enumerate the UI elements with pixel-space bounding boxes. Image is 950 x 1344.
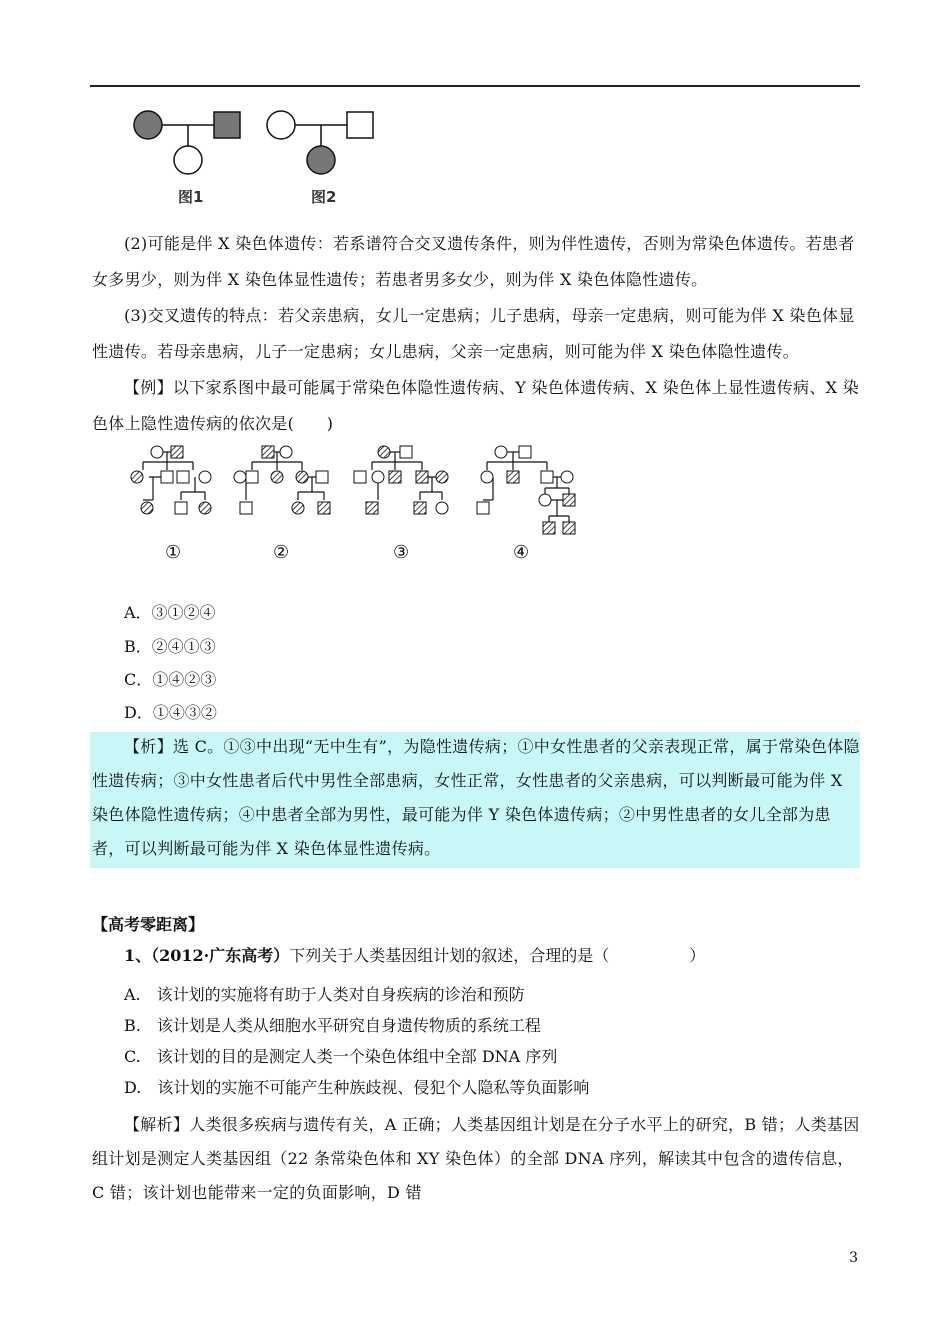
pedigree-2 xyxy=(232,440,342,520)
pedigree-figure-1 xyxy=(130,108,250,183)
daughter-affected xyxy=(307,146,335,174)
q1-option-b: B. 该计划是人类从细胞水平研究自身遗传物质的系统工程 xyxy=(124,1016,541,1035)
q1-explanation xyxy=(92,1108,860,1210)
question-source: （2012·广东高考） xyxy=(151,946,290,965)
daughter-normal xyxy=(174,146,202,174)
pedigree-label-2: ② xyxy=(273,542,290,563)
father-affected xyxy=(214,112,240,138)
q1-option-d: D. 该计划的实施不可能产生种族歧视、侵犯个人隐私等负面影响 xyxy=(124,1078,590,1097)
pedigree-figure-2 xyxy=(265,108,385,183)
option-d: D．①④③② xyxy=(124,703,217,722)
mother-affected xyxy=(134,111,162,139)
page-number: 3 xyxy=(849,1250,858,1266)
paragraph-2: (2)可能是伴 X 染色体遗传：若系谱符合交叉遗传条件，则为伴性遗传，否则为常染色体遗传。若患者女多男少，则为伴 X 染色体显性遗传；若患者男多女少，则为伴 X 染色体隐性遗传。 xyxy=(92,234,855,289)
caption-figure-2: 图2 xyxy=(311,188,337,206)
question-text: 下列关于人类基因组计划的叙述，合理的是（ ） xyxy=(289,946,706,965)
pedigree-label-4: ④ xyxy=(513,542,530,563)
paragraph-3: (3)交叉遗传的特点：若父亲患病，女儿一定患病；儿子患病，母亲一定患病，则可能为伴 X 染色体显性遗传。若母亲患病，儿子一定患病；女儿患病，父亲一定患病，则可能为伴 X 染色体隐性遗传。 xyxy=(92,306,855,361)
question-1-stem xyxy=(124,944,705,968)
question-number: 1、 xyxy=(124,946,152,965)
option-b: B．②④①③ xyxy=(124,637,216,656)
q1-option-c: C. 该计划的目的是测定人类一个染色体组中全部 DNA 序列 xyxy=(124,1047,558,1066)
option-a: A．③①②④ xyxy=(124,603,216,622)
father-normal xyxy=(347,112,373,138)
analysis-text: 【析】选 C。①③中出现“无中生有”，为隐性遗传病；①中女性患者的父亲表现正常，属于常染色体隐性遗传病；③中女性患者后代中男性全部患病，女性正常，女性患者的父亲患病，可以判断最可能为伴 X 染色体隐性遗传病；④中患者全部为男性，最可能为伴 Y 染色体遗传病；②中男性患者的女儿全部为患者，可以判断最可能为伴 X 染色体显性遗传病。 xyxy=(92,737,860,858)
mother-normal xyxy=(267,111,295,139)
pedigree-label-3: ③ xyxy=(393,542,410,563)
explanation-text: 人类很多疾病与遗传有关，A 正确；人类基因组计划是在分子水平上的研究，B 错；人类基因组计划是测定人类基因组（22 条常染色体和 XY 染色体）的全部 DNA 序列，解读其中包含的遗传信息，C 错；该计划也能带来一定的负面影响，D 错 xyxy=(92,1115,860,1202)
pedigree-4 xyxy=(465,440,605,550)
caption-figure-1: 图1 xyxy=(178,188,204,206)
pedigree-1 xyxy=(125,440,225,520)
option-c: C．①④②③ xyxy=(124,670,217,689)
header-rule xyxy=(90,85,860,87)
pedigree-3 xyxy=(350,440,460,520)
pedigree-label-1: ① xyxy=(165,542,182,563)
section-title: 【高考零距离】 xyxy=(92,915,205,934)
example-question: 【例】以下家系图中最可能属于常染色体隐性遗传病、Y 染色体遗传病、X 染色体上显性遗传病、X 染色体上隐性遗传病的依次是( ) xyxy=(92,378,860,433)
q1-option-a: A. 该计划的实施将有助于人类对自身疾病的诊治和预防 xyxy=(124,985,525,1004)
explanation-label: 【解析】 xyxy=(124,1115,190,1134)
